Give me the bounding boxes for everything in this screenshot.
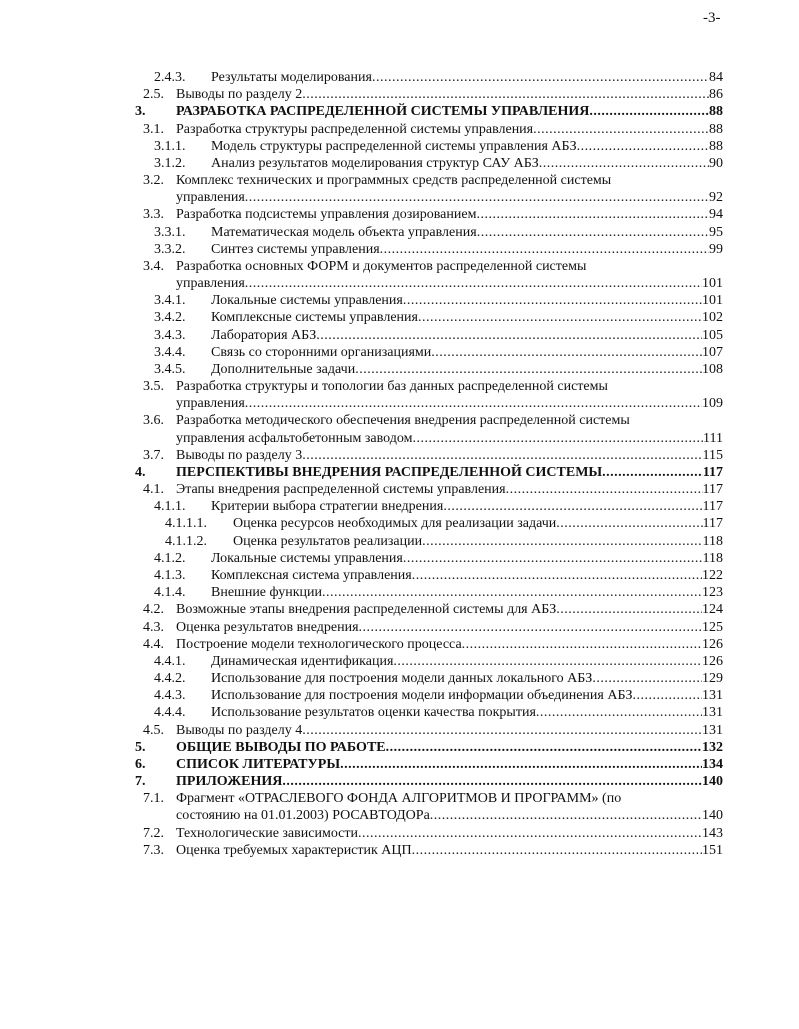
dot-leader <box>422 533 702 550</box>
toc-entry[interactable] <box>0 773 799 790</box>
dot-leader <box>589 103 709 120</box>
entry-title: Выводы по разделу 4 <box>176 722 303 738</box>
toc-entry[interactable] <box>0 172 799 189</box>
entry-number: 7.2. <box>143 825 164 841</box>
entry-number: 3.3.1. <box>154 224 186 240</box>
entry-title: Анализ результатов моделирования структур САУ АБЗ <box>211 155 539 171</box>
entry-title: Использование результатов оценки качества покрытия <box>211 705 536 721</box>
toc-entry[interactable] <box>0 138 799 155</box>
entry-line <box>211 550 723 567</box>
entry-page: 134 <box>702 756 723 772</box>
dot-leader <box>412 430 703 447</box>
entry-title: Оценка результатов внедрения <box>176 619 359 635</box>
entry-title: Комплексные системы управления <box>211 310 418 326</box>
entry-page: 88 <box>709 104 723 120</box>
entry-title: Дополнительные задачи <box>211 361 356 377</box>
entry-page: 115 <box>702 447 723 463</box>
dot-leader <box>412 567 702 584</box>
dot-leader <box>462 636 702 653</box>
toc-entry[interactable] <box>0 103 799 120</box>
entry-line <box>176 430 723 447</box>
entry-title: Этапы внедрения распределенной системы управления <box>176 482 506 498</box>
entry-number: 7. <box>135 774 146 790</box>
entry-title-continuation: управления <box>176 396 245 412</box>
entry-number: 3.2. <box>143 173 164 189</box>
entry-number: 4.1.1.1. <box>165 516 207 532</box>
entry-page: 143 <box>702 825 723 841</box>
entry-title: Оценка результатов реализации <box>233 533 423 549</box>
dot-leader <box>302 447 702 464</box>
toc-entry-continuation <box>0 807 799 824</box>
entry-line <box>211 138 723 155</box>
toc-entry-continuation <box>0 395 799 412</box>
entry-title: Фрагмент «ОТРАСЛЕВОГО ФОНДА АЛГОРИТМОВ И ПРОГРАММ» (по <box>176 791 622 807</box>
entry-title: РАЗРАБОТКА РАСПРЕДЕЛЕННОЙ СИСТЕМЫ УПРАВЛЕНИЯ <box>176 104 590 120</box>
entry-page: 101 <box>702 276 723 292</box>
page-number: -3- <box>703 10 721 26</box>
entry-number: 3.1.2. <box>154 155 186 171</box>
dot-leader <box>322 584 702 601</box>
entry-title: Оценка требуемых характеристик АЦП <box>176 842 412 858</box>
entry-line <box>211 361 723 378</box>
entry-page: 102 <box>702 310 723 326</box>
toc-entry[interactable] <box>0 636 799 653</box>
toc-entry[interactable] <box>0 653 799 670</box>
entry-line <box>176 86 723 103</box>
toc-entry[interactable] <box>0 378 799 395</box>
entry-number: 3.3. <box>143 207 164 223</box>
entry-title: Технологические зависимости <box>176 825 358 841</box>
dot-leader <box>282 773 702 790</box>
entry-line <box>211 670 723 687</box>
entry-page: 92 <box>709 190 723 206</box>
toc-entry-continuation <box>0 275 799 292</box>
entry-line <box>176 601 723 618</box>
entry-page: 105 <box>702 327 723 343</box>
entry-page: 101 <box>702 293 723 309</box>
entry-page: 117 <box>702 499 723 515</box>
entry-page: 117 <box>702 482 723 498</box>
entry-title: Возможные этапы внедрения распределенной системы для АБЗ <box>176 602 557 618</box>
dot-leader <box>302 722 702 739</box>
dot-leader <box>556 601 702 618</box>
toc-entry[interactable] <box>0 224 799 241</box>
dot-leader <box>386 739 702 756</box>
dot-leader <box>533 121 709 138</box>
entry-number: 4. <box>135 464 146 480</box>
toc-entry[interactable] <box>0 601 799 618</box>
toc-entry[interactable] <box>0 206 799 223</box>
dot-leader <box>476 206 709 223</box>
dot-leader <box>372 69 709 86</box>
toc-entry[interactable] <box>0 344 799 361</box>
toc-entry[interactable] <box>0 292 799 309</box>
entry-line <box>211 155 723 172</box>
entry-title: Разработка структуры и топологии баз данных распределенной системы <box>176 379 608 395</box>
entry-title-continuation: состоянию на 01.01.2003) РОСАВТОДОРа <box>176 808 430 824</box>
entry-page: 109 <box>702 396 723 412</box>
entry-number: 3.6. <box>143 413 164 429</box>
toc-entry[interactable] <box>0 361 799 378</box>
entry-line <box>211 567 723 584</box>
entry-line <box>176 395 723 412</box>
dot-leader <box>633 687 702 704</box>
entry-line <box>211 327 723 344</box>
entry-line <box>176 739 723 756</box>
dot-leader <box>302 86 709 103</box>
toc-entry-continuation <box>0 189 799 206</box>
toc-entry[interactable] <box>0 258 799 275</box>
dot-leader <box>359 619 702 636</box>
entry-page: 111 <box>703 430 723 446</box>
entry-page: 86 <box>709 87 723 103</box>
entry-number: 3.5. <box>143 379 164 395</box>
toc-entry[interactable] <box>0 704 799 721</box>
entry-line <box>176 842 723 859</box>
toc-entry[interactable] <box>0 567 799 584</box>
dot-leader <box>393 653 702 670</box>
entry-page: 117 <box>702 516 723 532</box>
entry-title: Локальные системы управления <box>211 293 403 309</box>
entry-number: 3.4.1. <box>154 293 186 309</box>
entry-line <box>176 825 723 842</box>
entry-page: 151 <box>702 842 723 858</box>
entry-line <box>176 172 723 189</box>
entry-title: ОБЩИЕ ВЫВОДЫ ПО РАБОТЕ <box>176 739 386 755</box>
toc-entry[interactable] <box>0 790 799 807</box>
entry-title: Связь со сторонними организациями <box>211 344 432 360</box>
entry-title: ПРИЛОЖЕНИЯ <box>176 774 283 790</box>
entry-line <box>176 275 723 292</box>
entry-number: 6. <box>135 756 146 772</box>
entry-line <box>211 498 723 515</box>
entry-number: 3.4.5. <box>154 361 186 377</box>
entry-number: 3.4. <box>143 258 164 274</box>
entry-number: 3.3.2. <box>154 241 186 257</box>
entry-line <box>176 121 723 138</box>
dot-leader <box>245 189 709 206</box>
toc-entry[interactable] <box>0 241 799 258</box>
entry-line <box>211 344 723 361</box>
toc-entry[interactable] <box>0 69 799 86</box>
dot-leader <box>316 327 702 344</box>
dot-leader <box>403 292 702 309</box>
entry-line <box>211 704 723 721</box>
entry-number: 4.4. <box>143 636 164 652</box>
dot-leader <box>412 842 702 859</box>
entry-number: 4.5. <box>143 722 164 738</box>
toc-entry[interactable] <box>0 464 799 481</box>
entry-title: Результаты моделирования <box>211 70 372 85</box>
entry-line <box>176 807 723 824</box>
toc-entry[interactable] <box>0 327 799 344</box>
entry-line <box>176 258 723 275</box>
dot-leader <box>506 481 703 498</box>
entry-page: 131 <box>702 688 723 704</box>
entry-number: 4.2. <box>143 602 164 618</box>
toc-entry[interactable] <box>0 533 799 550</box>
dot-leader <box>592 670 702 687</box>
dot-leader <box>355 361 702 378</box>
entry-number: 4.1.1.2. <box>165 533 207 549</box>
entry-number: 4.1.2. <box>154 550 186 566</box>
entry-number: 4.4.1. <box>154 653 186 669</box>
entry-page: 140 <box>702 808 723 824</box>
entry-line <box>176 206 723 223</box>
entry-line <box>176 464 723 481</box>
dot-leader <box>430 807 702 824</box>
entry-title: Комплексная система управления <box>211 567 412 583</box>
entry-line <box>176 773 723 790</box>
entry-number: 4.1.3. <box>154 567 186 583</box>
dot-leader <box>340 756 702 773</box>
entry-title: Модель структуры распределенной системы управления АБЗ <box>211 138 577 154</box>
entry-number: 4.3. <box>143 619 164 635</box>
entry-line <box>211 241 723 258</box>
entry-title-continuation: управления асфальтобетонным заводом <box>176 430 413 446</box>
entry-page: 126 <box>702 636 723 652</box>
dot-leader <box>602 464 703 481</box>
entry-line <box>176 378 723 395</box>
entry-line <box>176 756 723 773</box>
toc-entry[interactable] <box>0 722 799 739</box>
dot-leader <box>431 344 702 361</box>
entry-number: 2.5. <box>143 87 164 103</box>
entry-title: Построение модели технологического процесса <box>176 636 462 652</box>
entry-line <box>176 447 723 464</box>
toc-entry[interactable] <box>0 670 799 687</box>
dot-leader <box>539 155 709 172</box>
dot-leader <box>577 138 709 155</box>
entry-title: Разработка основных ФОРМ и документов распределенной системы <box>176 258 587 274</box>
entry-title-continuation: управления <box>176 276 245 292</box>
entry-title: Разработка структуры распределенной системы управления <box>176 121 534 137</box>
entry-line <box>176 189 723 206</box>
dot-leader <box>245 275 702 292</box>
entry-page: 84 <box>709 70 723 85</box>
entry-page: 131 <box>702 722 723 738</box>
dot-leader <box>477 224 709 241</box>
entry-line <box>176 103 723 120</box>
entry-line <box>176 636 723 653</box>
toc-entry[interactable] <box>0 498 799 515</box>
entry-title: Оценка ресурсов необходимых для реализации задачи <box>233 516 557 532</box>
entry-page: 90 <box>709 155 723 171</box>
entry-title: Критерии выбора стратегии внедрения <box>211 499 444 515</box>
dot-leader <box>245 395 702 412</box>
entry-page: 88 <box>709 121 723 137</box>
entry-title: ПЕРСПЕКТИВЫ ВНЕДРЕНИЯ РАСПРЕДЕЛЕННОЙ СИСТЕМЫ <box>176 464 603 480</box>
entry-line <box>211 584 723 601</box>
entry-title: Разработка подсистемы управления дозированием <box>176 207 477 223</box>
toc-entry[interactable] <box>0 687 799 704</box>
toc-entry[interactable] <box>0 756 799 773</box>
entry-number: 3.4.4. <box>154 344 186 360</box>
entry-line <box>211 309 723 326</box>
entry-number: 3. <box>135 104 146 120</box>
entry-number: 4.4.4. <box>154 705 186 721</box>
toc-entry[interactable] <box>0 619 799 636</box>
dot-leader <box>418 309 702 326</box>
entry-page: 118 <box>702 533 723 549</box>
entry-line <box>211 687 723 704</box>
toc-entry[interactable] <box>0 447 799 464</box>
toc-entry-continuation <box>0 430 799 447</box>
entry-number: 4.4.3. <box>154 688 186 704</box>
entry-number: 5. <box>135 739 146 755</box>
entry-title: Разработка методического обеспечения внедрения распределенной системы <box>176 413 630 429</box>
entry-line <box>176 412 723 429</box>
entry-title: Локальные системы управления <box>211 550 403 566</box>
entry-number: 2.4.3. <box>154 70 186 85</box>
entry-title: Динамическая идентификация <box>211 653 394 669</box>
entry-page: 94 <box>709 207 723 223</box>
entry-number: 3.1. <box>143 121 164 137</box>
toc-entry[interactable] <box>0 481 799 498</box>
entry-page: 118 <box>702 550 723 566</box>
dot-leader <box>556 515 702 532</box>
entry-title: Использование для построения модели данных локального АБЗ <box>211 671 593 687</box>
toc-entry[interactable] <box>0 739 799 756</box>
toc-entry[interactable] <box>0 515 799 532</box>
entry-line <box>211 653 723 670</box>
entry-page: 132 <box>702 739 723 755</box>
entry-title: Внешние функции <box>211 585 323 601</box>
entry-line <box>233 533 723 550</box>
entry-page: 99 <box>709 241 723 257</box>
entry-page: 126 <box>702 653 723 669</box>
entry-number: 4.1.1. <box>154 499 186 515</box>
entry-title: Комплекс технических и программных средств распределенной системы <box>176 173 612 189</box>
toc-entry[interactable] <box>0 825 799 842</box>
entry-title: Лаборатория АБЗ <box>211 327 317 343</box>
entry-number: 3.4.2. <box>154 310 186 326</box>
toc-entry[interactable] <box>0 412 799 429</box>
entry-page: 124 <box>702 602 723 618</box>
entry-line <box>211 224 723 241</box>
dot-leader <box>358 825 702 842</box>
entry-page: 129 <box>702 671 723 687</box>
entry-number: 4.4.2. <box>154 671 186 687</box>
dot-leader <box>403 550 703 567</box>
entry-number: 7.3. <box>143 842 164 858</box>
entry-page: 122 <box>702 567 723 583</box>
toc-entry[interactable] <box>0 550 799 567</box>
entry-number: 4.1.4. <box>154 585 186 601</box>
entry-title: Использование для построения модели информации объединения АБЗ <box>211 688 633 704</box>
entry-number: 7.1. <box>143 791 164 807</box>
toc-entry[interactable] <box>0 86 799 103</box>
entry-line <box>176 722 723 739</box>
entry-line <box>211 69 723 86</box>
toc-entry[interactable] <box>0 155 799 172</box>
entry-line <box>211 292 723 309</box>
toc-entry[interactable] <box>0 842 799 859</box>
entry-page: 95 <box>709 224 723 240</box>
entry-line <box>176 619 723 636</box>
entry-page: 88 <box>709 138 723 154</box>
toc-entry[interactable] <box>0 121 799 138</box>
dot-leader <box>536 704 702 721</box>
entry-page: 140 <box>702 774 723 790</box>
entry-title: Синтез системы управления <box>211 241 380 257</box>
toc-entry[interactable] <box>0 584 799 601</box>
entry-title-continuation: управления <box>176 190 245 206</box>
entry-number: 3.1.1. <box>154 138 186 154</box>
dot-leader <box>380 241 709 258</box>
table-of-contents <box>0 69 799 859</box>
entry-title: Выводы по разделу 3 <box>176 447 303 463</box>
entry-number: 4.1. <box>143 482 164 498</box>
entry-line <box>176 481 723 498</box>
toc-entry[interactable] <box>0 309 799 326</box>
dot-leader <box>443 498 702 515</box>
entry-page: 125 <box>702 619 723 635</box>
entry-title: Выводы по разделу 2 <box>176 87 303 103</box>
entry-page: 131 <box>702 705 723 721</box>
entry-number: 3.4.3. <box>154 327 186 343</box>
entry-line <box>176 790 723 807</box>
entry-number: 3.7. <box>143 447 164 463</box>
entry-line <box>233 515 723 532</box>
entry-page: 123 <box>702 585 723 601</box>
entry-page: 107 <box>702 344 723 360</box>
entry-title: СПИСОК ЛИТЕРАТУРЫ <box>176 756 341 772</box>
entry-title: Математическая модель объекта управления <box>211 224 477 240</box>
entry-page: 117 <box>702 464 723 480</box>
entry-page: 108 <box>702 361 723 377</box>
